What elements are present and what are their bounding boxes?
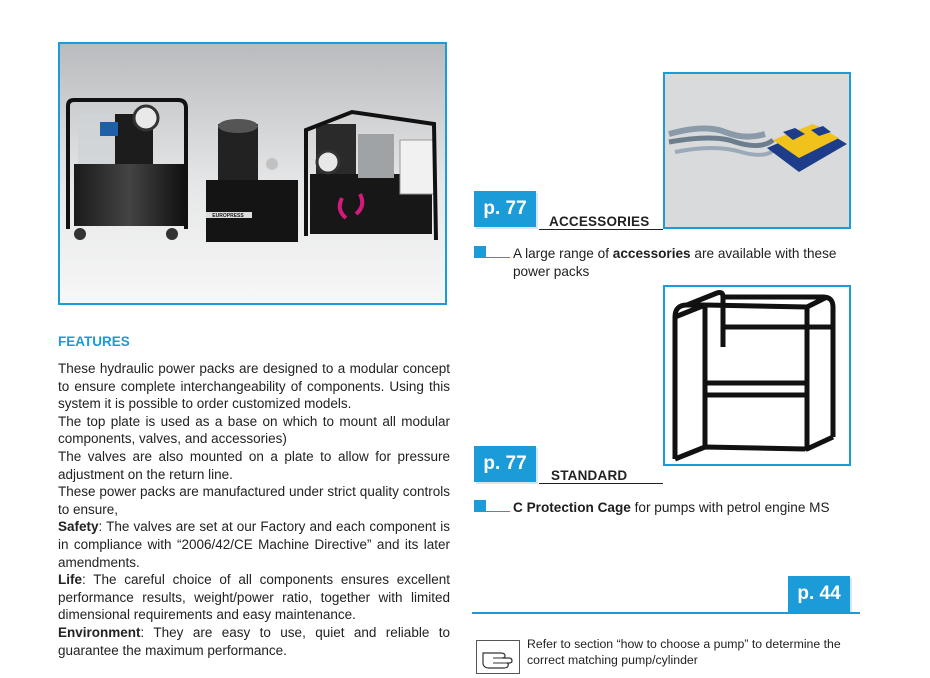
features-heading: FEATURES: [58, 334, 130, 349]
standard-underline: [539, 483, 663, 484]
foot-pedal-illustration: [665, 74, 849, 227]
safety-text: : The valves are set at our Factory and each component is in compliance with “2006/42/CE Machine Directive” and its later amendments.: [58, 519, 450, 570]
europress-logo: EUROPRESS: [212, 213, 244, 219]
standard-bullet-icon: [474, 500, 486, 512]
protection-cage-illustration: [665, 287, 849, 464]
standard-note-bold: C Protection Cage: [513, 500, 631, 515]
bottom-rule: [472, 612, 860, 614]
standard-page-badge: p. 77: [474, 446, 536, 482]
pump-selection-page-badge: p. 44: [788, 576, 850, 612]
accessories-bullet-line: [486, 257, 510, 258]
accessories-note-prefix: A large range of: [513, 246, 613, 261]
protection-cage-photo: [663, 285, 851, 466]
features-body: [58, 360, 450, 659]
safety-label: Safety: [58, 519, 99, 535]
features-paragraph-3: The valves are also mounted on a plate to allow for pressure adjustment on the return line.: [58, 448, 450, 482]
environment-text: : They are easy to use, quiet and reliable to guarantee the maximum performance.: [58, 624, 450, 658]
life-label: Life: [58, 572, 83, 588]
accessories-bullet-icon: [474, 246, 486, 258]
accessories-note-bold: accessories: [612, 246, 691, 261]
accessories-note-suffix: are available with these power packs: [513, 246, 837, 279]
features-life: [58, 571, 450, 624]
features-safety: [58, 518, 450, 571]
features-paragraph-2: The top plate is used as a base on which to mount all modular components, valves, and accessories): [58, 413, 450, 447]
standard-note-suffix: for pumps with petrol engine MS: [630, 500, 830, 515]
accessories-page-badge: p. 77: [474, 191, 536, 227]
accessories-title: ACCESSORIES: [549, 214, 650, 229]
standard-title: STANDARD: [551, 468, 628, 483]
accessories-note: [513, 245, 858, 281]
accessories-photo: [663, 72, 851, 229]
power-packs-photo: [58, 42, 447, 305]
accessories-underline: [539, 229, 663, 230]
power-packs-illustration: [60, 44, 445, 303]
standard-note: [513, 499, 858, 517]
features-paragraph-1: These hydraulic power packs are designed to a modular concept to ensure complete interchangeability of components. Using this system it is possible to order customized models.: [58, 361, 450, 412]
life-text: : The careful choice of all components ensures excellent performance results, weight/power ratio, together with limited dimensional requirements and easy maintenance.: [58, 572, 450, 623]
environment-label: Environment: [58, 624, 141, 640]
features-paragraph-4: These power packs are manufactured under strict quality controls to ensure,: [58, 484, 450, 517]
refer-instruction-text: Refer to section “how to choose a pump” to determine the correct matching pump/cylinder: [527, 637, 841, 667]
pointing-hand-icon: [476, 640, 520, 674]
standard-bullet-line: [486, 511, 510, 512]
features-environment: [58, 624, 450, 659]
